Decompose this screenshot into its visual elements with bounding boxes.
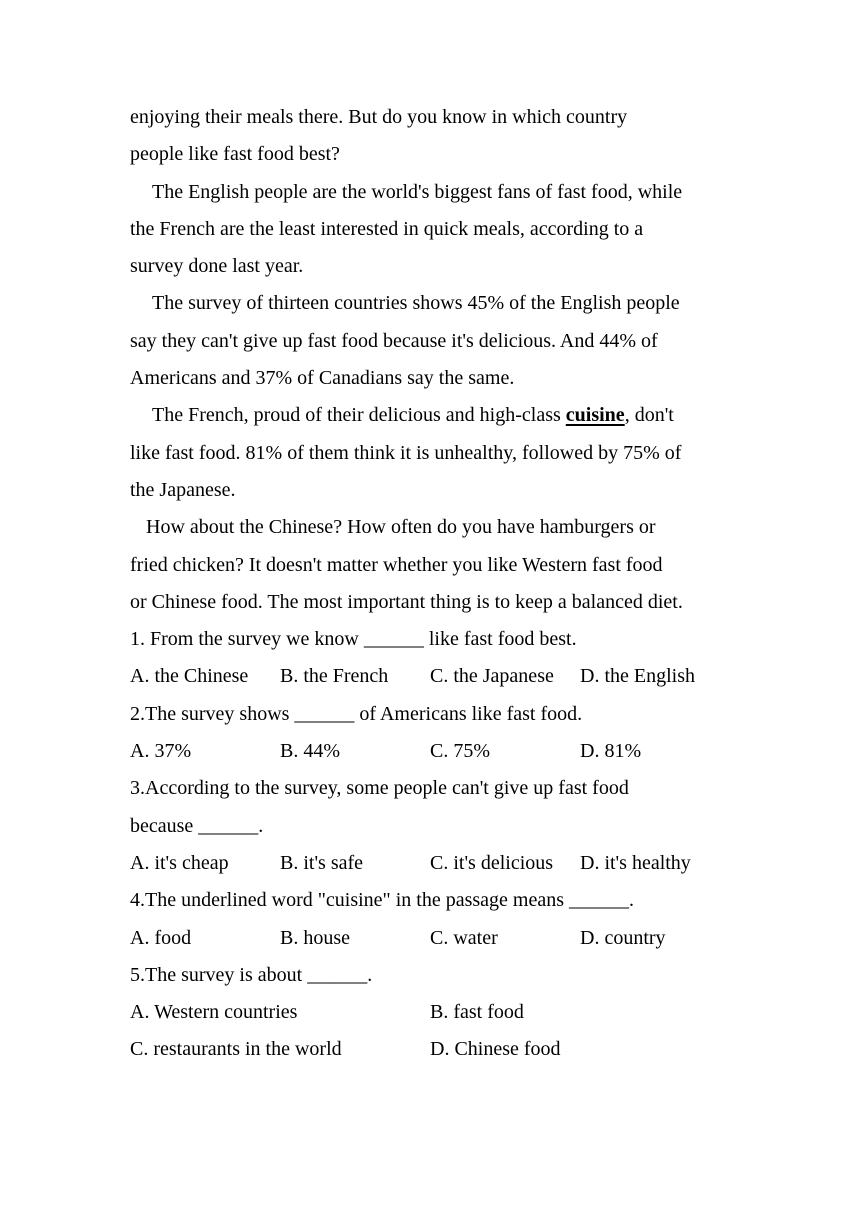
passage-p2-line1: The survey of thirteen countries shows 45% of the English people (152, 292, 680, 315)
question-5-option-a: A. Western countries (130, 1001, 298, 1024)
question-3-option-a: A. it's cheap (130, 851, 229, 874)
passage-p3-text-before: The French, proud of their delicious and high-class (152, 404, 566, 427)
question-4-option-b: B. house (280, 926, 350, 949)
question-5-option-b: B. fast food (430, 1001, 524, 1024)
question-4-option-a: A. food (130, 926, 192, 949)
question-1-option-b: B. the French (280, 665, 389, 688)
underlined-word-cuisine: cuisine (565, 404, 625, 427)
question-5-options-row2 (130, 1031, 750, 1068)
passage-p4-line1: How about the Chinese? How often do you have hamburgers or (146, 516, 656, 539)
question-2-options (130, 733, 750, 770)
question-5-stem: 5.The survey is about ______. (130, 963, 373, 986)
passage-p2-line3: Americans and 37% of Canadians say the same. (130, 367, 515, 390)
question-3-option-c: C. it's delicious (430, 851, 554, 874)
question-1-stem: 1. From the survey we know ______ like fast food best. (130, 628, 577, 651)
question-1-option-c: C. the Japanese (430, 665, 554, 688)
question-4-stem: 4.The underlined word "cuisine" in the passage means ______. (130, 889, 634, 912)
question-1-option-d: D. the English (580, 665, 695, 688)
question-1-options (130, 658, 750, 695)
question-4-option-d: D. country (580, 926, 666, 949)
question-4-options (130, 920, 750, 957)
question-2-option-d: D. 81% (580, 740, 642, 763)
passage-p2-line2: say they can't give up fast food because it's delicious. And 44% of (130, 329, 658, 352)
question-4-option-c: C. water (430, 926, 498, 949)
question-2-stem: 2.The survey shows ______ of Americans like fast food. (130, 702, 583, 725)
question-5-options-row1 (130, 994, 750, 1031)
question-3-options (130, 845, 750, 882)
reading-passage-and-questions (130, 99, 750, 1069)
passage-p1-line3: survey done last year. (130, 255, 304, 278)
passage-p3-line1 (130, 397, 750, 434)
question-1-option-a: A. the Chinese (130, 665, 249, 688)
passage-p1-line1: The English people are the world's biggest fans of fast food, while (152, 180, 683, 203)
question-3-option-d: D. it's healthy (580, 851, 691, 874)
passage-p3-line2: like fast food. 81% of them think it is unhealthy, followed by 75% of (130, 441, 682, 464)
passage-p3-text-after: , don't (624, 404, 674, 427)
passage-p4-line3: or Chinese food. The most important thing is to keep a balanced diet. (130, 590, 683, 613)
question-3-stem-line2: because ______. (130, 814, 264, 837)
passage-p1-line2: the French are the least interested in quick meals, according to a (130, 217, 644, 240)
question-5-option-d: D. Chinese food (430, 1038, 561, 1061)
question-5-option-c: C. restaurants in the world (130, 1038, 342, 1061)
question-3-option-b: B. it's safe (280, 851, 364, 874)
question-3-stem-line1: 3.According to the survey, some people can't give up fast food (130, 777, 629, 800)
passage-p4-line2: fried chicken? It doesn't matter whether you like Western fast food (130, 553, 663, 576)
passage-p0-line1: enjoying their meals there. But do you know in which country (130, 106, 628, 128)
question-2-option-b: B. 44% (280, 740, 340, 763)
question-2-option-c: C. 75% (430, 740, 490, 763)
passage-p0-line2: people like fast food best? (130, 143, 340, 166)
question-2-option-a: A. 37% (130, 740, 192, 763)
passage-p3-line3: the Japanese. (130, 478, 236, 501)
